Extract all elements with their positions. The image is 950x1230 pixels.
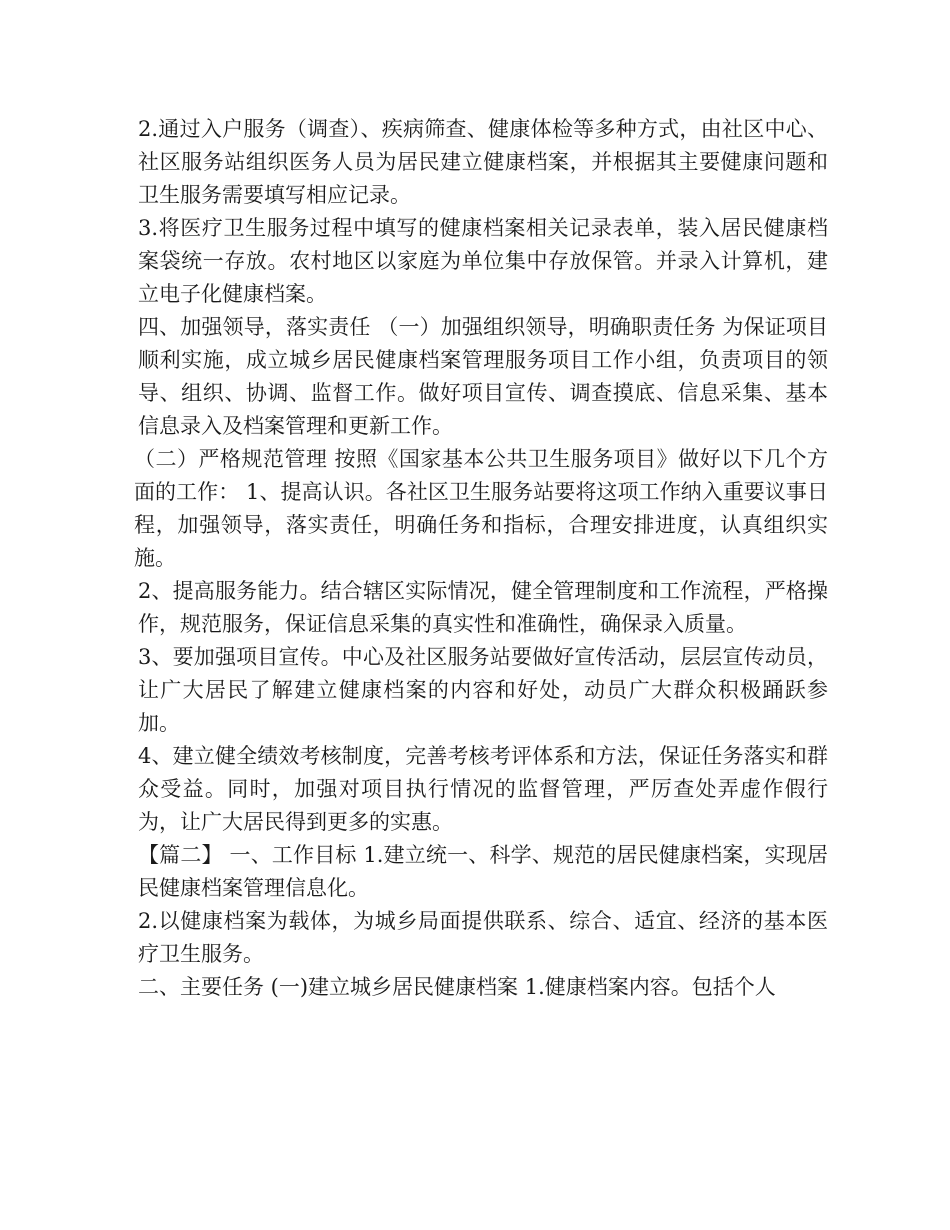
paragraph-9: 2.以健康档案为载体，为城乡局面提供联系、综合、适宜、经济的基本医疗卫生服务。 — [138, 909, 828, 966]
paragraph-2: 3.将医疗卫生服务过程中填写的健康档案相关记录表单，装入居民健康档案袋统一存放。农村地区以家庭为单位集中存放保管。并录入计算机，建立电子化健康档案。 — [138, 216, 828, 306]
paragraph-6: 3、要加强项目宣传。中心及社区服务站要做好宣传活动，层层宣传动员，让广大居民了解建立健康档案的内容和好处，动员广大群众积极踊跃参加。 — [138, 645, 828, 735]
paragraph-4: （二）严格规范管理 按照《国家基本公共卫生服务项目》做好以下几个方面的工作： 1、提高认识。各社区卫生服务站要将这项工作纳入重要议事日程，加强领导，落实责任，明确任务和指标，合理安排进度，认真组织实施。 — [134, 447, 828, 570]
paragraph-8: 【篇二】 一、工作目标 1.建立统一、科学、规范的居民健康档案，实现居民健康档案管理信息化。 — [138, 843, 828, 900]
paragraph-7: 4、建立健全绩效考核制度，完善考核考评体系和方法，保证任务落实和群众受益。同时，加强对项目执行情况的监督管理，严厉查处弄虚作假行为，让广大居民得到更多的实惠。 — [138, 744, 828, 834]
document-body — [134, 113, 828, 1004]
paragraph-5: 2、提高服务能力。结合辖区实际情况，健全管理制度和工作流程，严格操作，规范服务，保证信息采集的真实性和准确性，确保录入质量。 — [138, 579, 828, 636]
paragraph-3: 四、加强领导，落实责任 （一）加强组织领导，明确职责任务 为保证项目顺利实施，成立城乡居民健康档案管理服务项目工作小组，负责项目的领导、组织、协调、监督工作。做好项目宣传、调查摸底、信息采集、基本信息录入及档案管理和更新工作。 — [138, 315, 828, 438]
paragraph-10: 二、主要任务 (一)建立城乡居民健康档案 1.健康档案内容。包括个人 — [138, 975, 776, 999]
paragraph-1: 2.通过入户服务（调查）、疾病筛查、健康体检等多种方式，由社区中心、社区服务站组织医务人员为居民建立健康档案，并根据其主要健康问题和卫生服务需要填写相应记录。 — [138, 117, 828, 207]
